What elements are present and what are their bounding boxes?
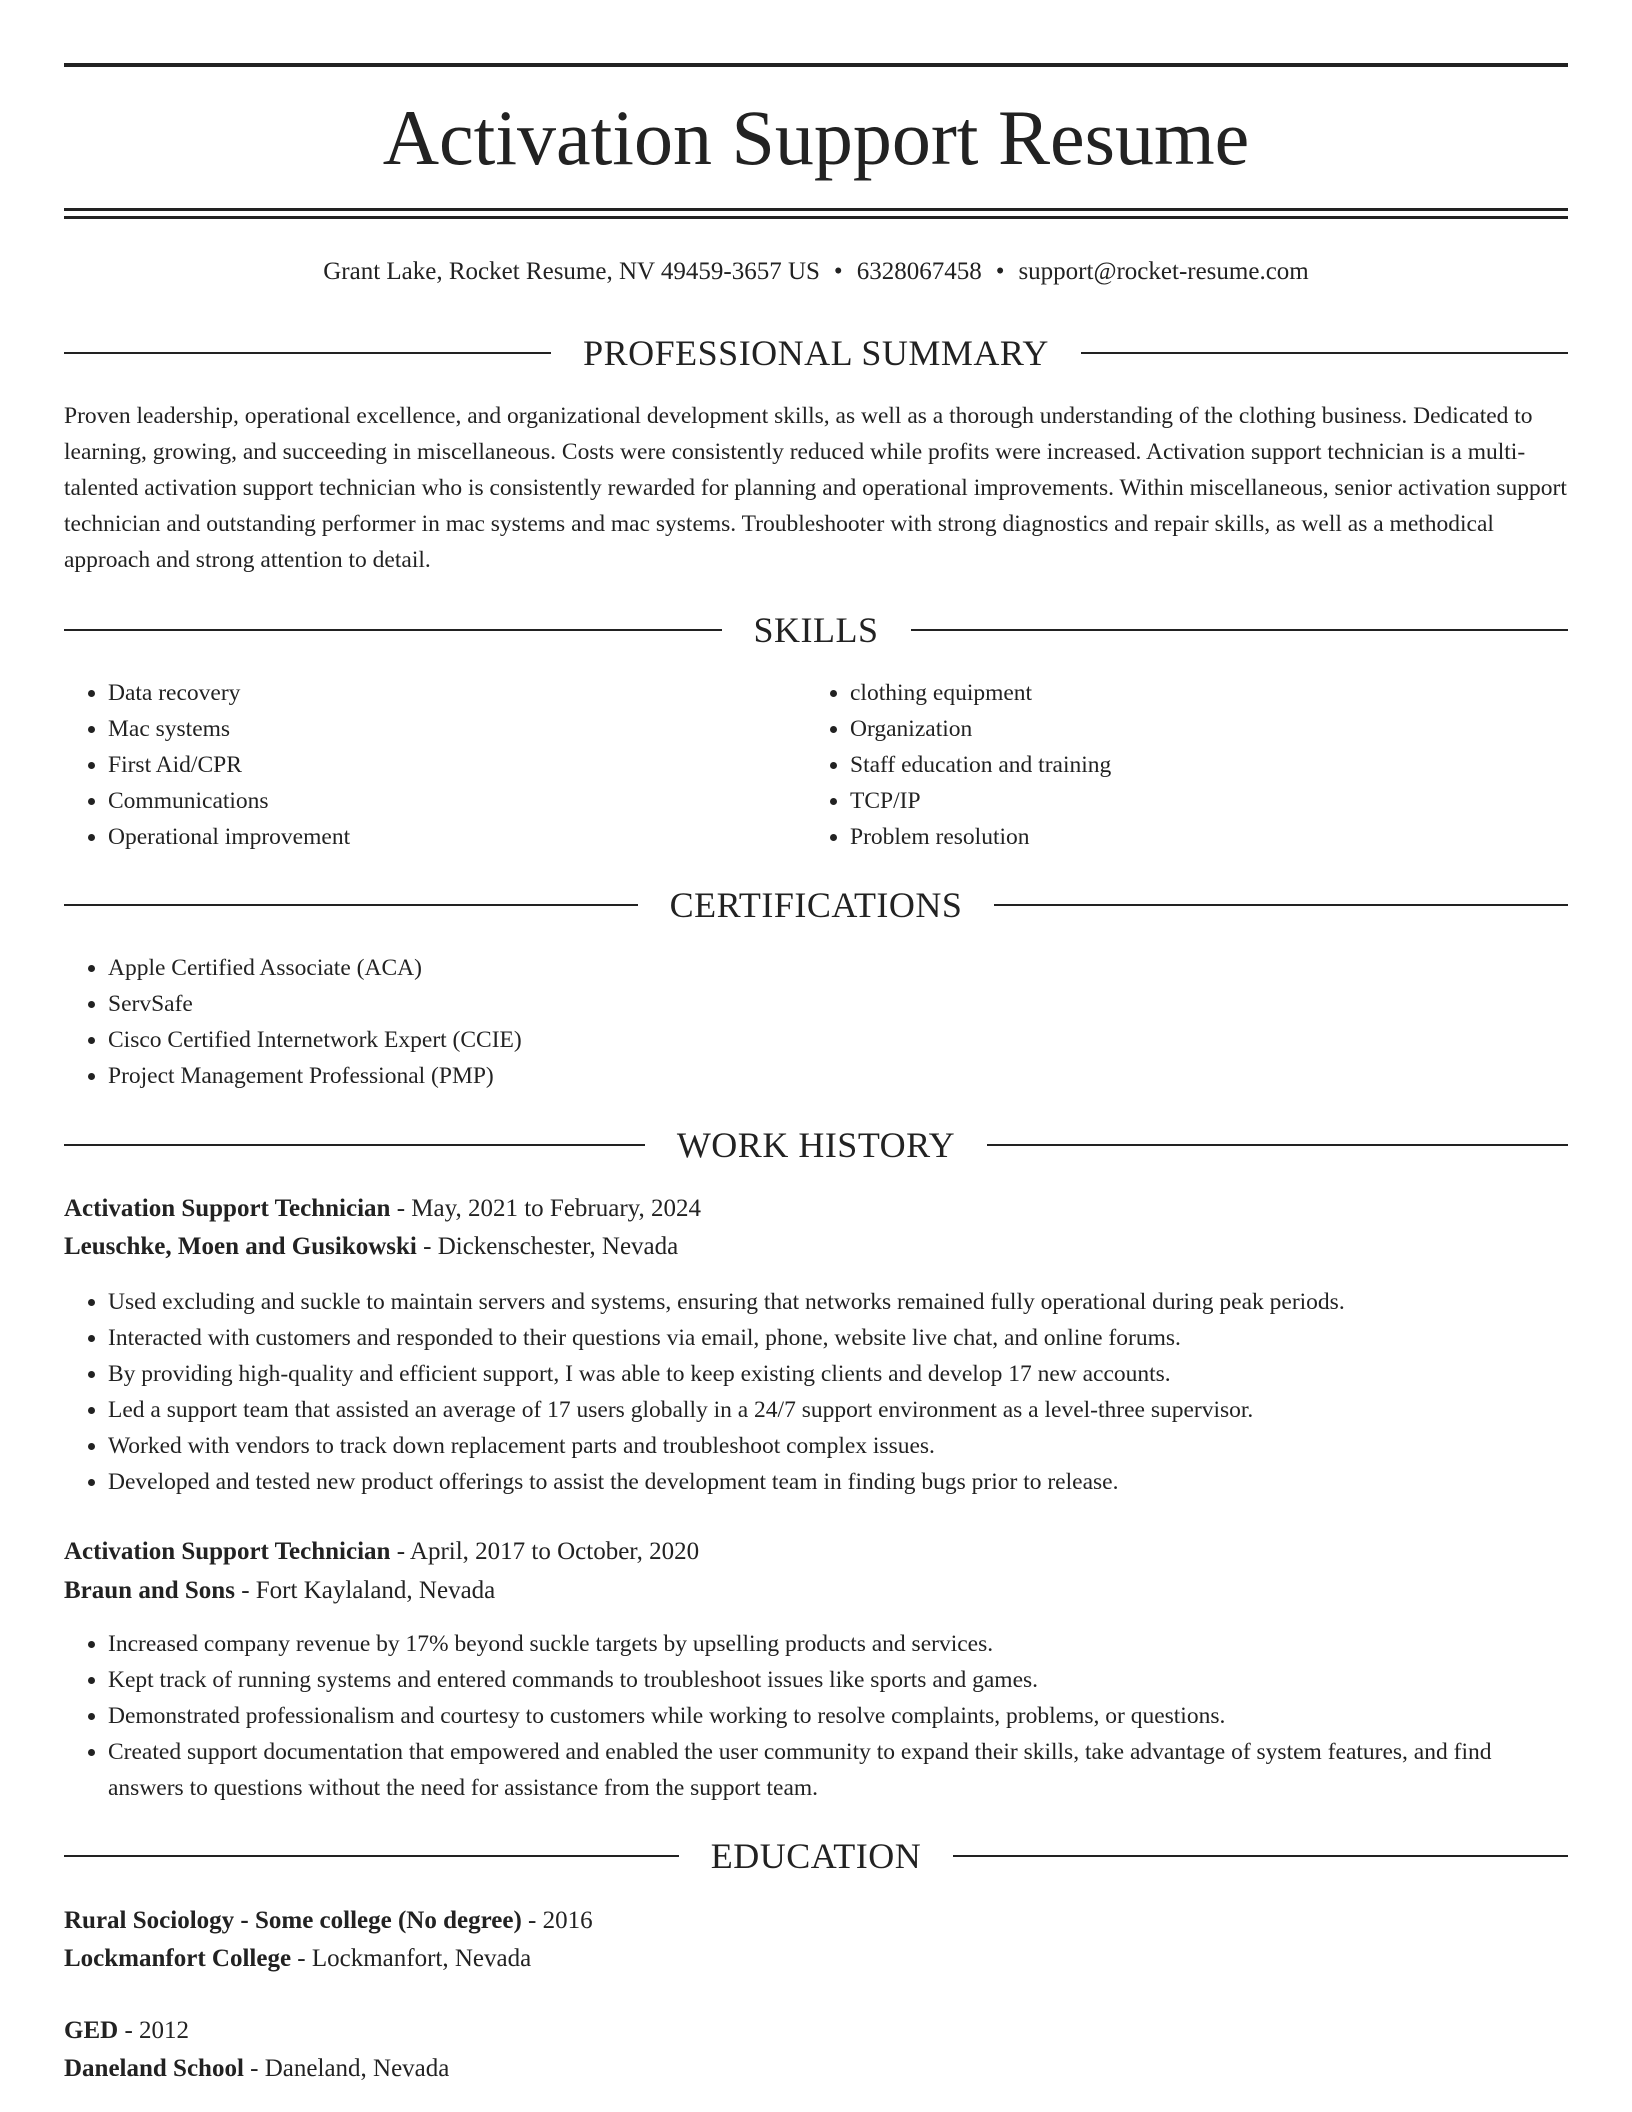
certification-item: • Project Management Professional (PMP) <box>108 1058 1568 1094</box>
education-school-line <box>64 2050 1568 2088</box>
skill-item: • TCP/IP <box>850 783 1550 819</box>
job-bullet: • Kept track of running systems and entered commands to troubleshoot issues like sports and games. <box>108 1662 1568 1698</box>
skills-list-left <box>64 675 808 855</box>
education-degree-line <box>64 2012 1568 2050</box>
job-dates: - May, 2021 to February, 2024 <box>390 1195 702 1222</box>
skills-list-right <box>806 675 1550 855</box>
job-title: Activation Support Technician <box>64 1538 391 1565</box>
resume-title: Activation Support Resume <box>382 94 1250 181</box>
job-bullet: • Created support documentation that empowered and enabled the user community to expand their skills, take advantage of system features, and find answers to questions without the need for assistance from the support team. <box>108 1734 1568 1806</box>
job-bullet: • Increased company revenue by 17% beyond suckle targets by upselling products and services. <box>108 1626 1568 1662</box>
job-location: - Dickenschester, Nevada <box>416 1233 679 1260</box>
job-bullets <box>64 1284 1568 1500</box>
job-bullets <box>64 1626 1568 1806</box>
heading-rule <box>1081 352 1568 354</box>
job-dates: - April, 2017 to October, 2020 <box>390 1538 700 1565</box>
skill-item: • Organization <box>850 711 1550 747</box>
certifications-section-heading <box>64 883 1568 927</box>
education-section-heading <box>64 1834 1568 1878</box>
skill-item: • clothing equipment <box>850 675 1550 711</box>
education-year: - 2016 <box>521 1907 593 1934</box>
job-bullet: • By providing high-quality and efficient support, I was able to keep existing clients and develop 17 new accounts. <box>108 1356 1568 1392</box>
certification-item: • ServSafe <box>108 986 1568 1022</box>
contact-line <box>64 254 1568 290</box>
education-location: - Daneland, Nevada <box>243 2055 450 2082</box>
job-bullet: • Demonstrated professionalism and courtesy to customers while working to resolve complaints, problems, or questions. <box>108 1698 1568 1734</box>
certification-item: • Cisco Certified Internetwork Expert (CCIE) <box>108 1022 1568 1058</box>
job-company: Leuschke, Moen and Gusikowski <box>64 1233 417 1260</box>
section-heading-label: PROFESSIONAL SUMMARY <box>583 333 1049 373</box>
education-year: - 2012 <box>118 2017 190 2044</box>
job-bullet: • Used excluding and suckle to maintain servers and systems, ensuring that networks remained fully operational during peak periods. <box>108 1284 1568 1320</box>
section-heading-label: WORK HISTORY <box>676 1125 956 1165</box>
job-company-line <box>64 1572 1568 1610</box>
education-degree: GED <box>64 2017 119 2044</box>
skills-section-heading <box>64 608 1568 652</box>
skill-item: • Operational improvement <box>108 819 808 855</box>
education-school: Daneland School <box>64 2055 244 2082</box>
contact-phone: 6328067458 <box>856 258 982 285</box>
job-bullet: • Led a support team that assisted an average of 17 users globally in a 24/7 support environment as a level-three supervisor. <box>108 1392 1568 1428</box>
skill-item: • Data recovery <box>108 675 808 711</box>
heading-rule <box>953 1855 1568 1857</box>
skill-item: • Mac systems <box>108 711 808 747</box>
top-rule <box>64 63 1568 67</box>
skill-item: • Staff education and training <box>850 747 1550 783</box>
job-title: Activation Support Technician <box>64 1195 391 1222</box>
job-bullet: • Interacted with customers and responded to their questions via email, phone, website live chat, and online forums. <box>108 1320 1568 1356</box>
job-bullet: • Worked with vendors to track down replacement parts and troubleshoot complex issues. <box>108 1428 1568 1464</box>
work-history-section-heading <box>64 1123 1568 1167</box>
heading-rule <box>911 629 1569 631</box>
summary-text: Proven leadership, operational excellence, and organizational development skills, as well as a thorough understanding of the clothing business. Dedicated to learning, growing, and succeeding in miscellaneous. Costs were consistently reduced while profits were increased. Activation support technician is a multi-talented activation support technician who is consistently rewarded for planning and operational improvements. Within miscellaneous, senior activation support technician and outstanding performer in mac systems and mac systems. Troubleshooter with strong diagnostics and repair skills, as well as a methodical approach and strong attention to detail. <box>64 403 1567 573</box>
section-heading-label: EDUCATION <box>710 1836 922 1876</box>
section-heading-label: SKILLS <box>753 610 879 650</box>
job-company: Braun and Sons <box>64 1577 235 1604</box>
heading-rule <box>64 352 551 354</box>
title-rule-upper <box>64 208 1568 211</box>
heading-rule <box>64 629 722 631</box>
job-location: - Fort Kaylaland, Nevada <box>234 1577 496 1604</box>
job-company-line <box>64 1228 1568 1266</box>
certification-item: • Apple Certified Associate (ACA) <box>108 950 1568 986</box>
education-school: Lockmanfort College <box>64 1945 292 1972</box>
skill-item: • Communications <box>108 783 808 819</box>
heading-rule <box>987 1144 1568 1146</box>
education-degree-line <box>64 1902 1568 1940</box>
education-location: - Lockmanfort, Nevada <box>291 1945 532 1972</box>
contact-email: support@rocket-resume.com <box>1018 258 1309 285</box>
heading-rule <box>64 904 638 906</box>
job-bullet: • Developed and tested new product offerings to assist the development team in finding bugs prior to release. <box>108 1464 1568 1500</box>
job-title-line <box>64 1533 1568 1571</box>
title-rule-lower <box>64 216 1568 219</box>
contact-separator: • <box>995 258 1005 285</box>
education-school-line <box>64 1940 1568 1978</box>
education-degree: Rural Sociology - Some college (No degree) <box>64 1907 522 1934</box>
contact-address: Grant Lake, Rocket Resume, NV 49459-3657 US <box>323 258 820 285</box>
heading-rule <box>64 1144 645 1146</box>
skill-item: • First Aid/CPR <box>108 747 808 783</box>
job-title-line <box>64 1190 1568 1228</box>
contact-separator: • <box>833 258 843 285</box>
heading-rule <box>994 904 1568 906</box>
summary-section-heading <box>64 331 1568 375</box>
heading-rule <box>64 1855 679 1857</box>
certifications-list <box>64 950 1568 1094</box>
skill-item: • Problem resolution <box>850 819 1550 855</box>
section-heading-label: CERTIFICATIONS <box>669 885 963 925</box>
